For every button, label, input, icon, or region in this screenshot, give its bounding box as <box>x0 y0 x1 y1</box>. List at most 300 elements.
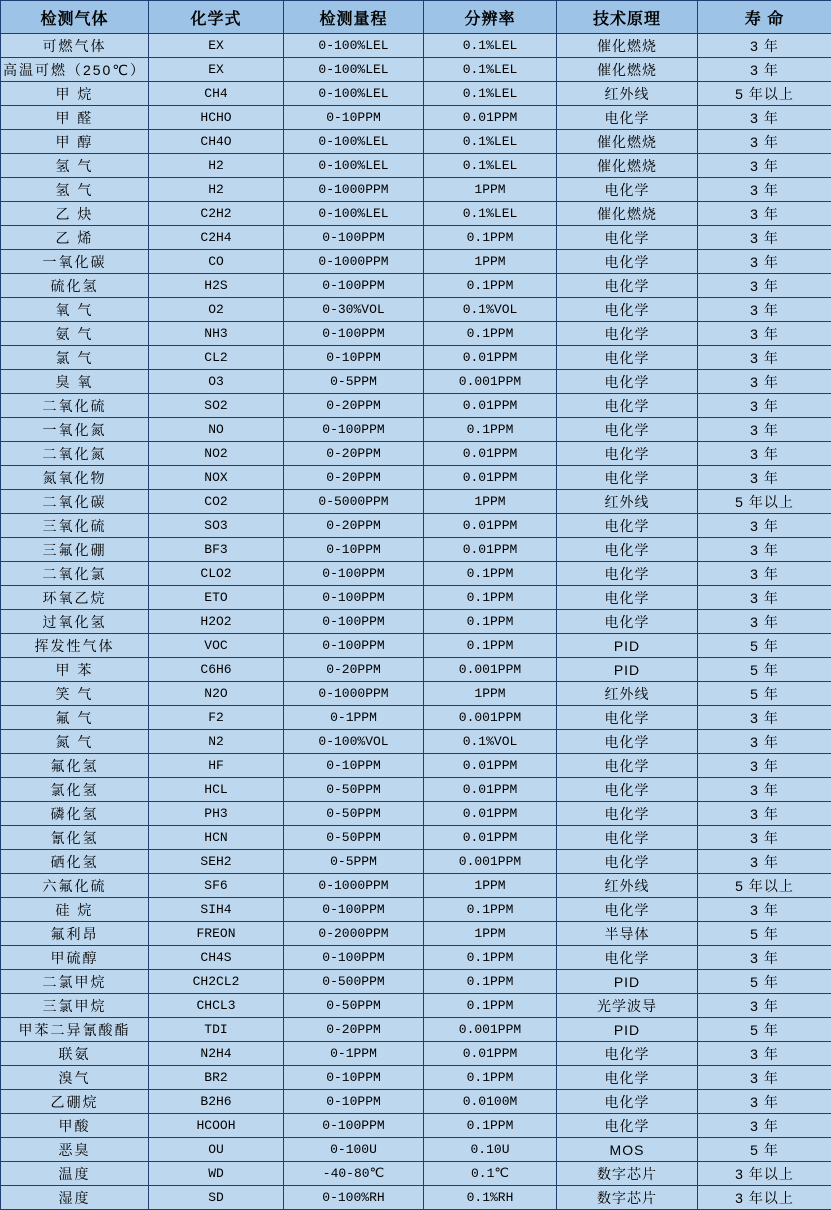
cell-formula: N2H4 <box>149 1042 284 1066</box>
table-row <box>1 418 831 442</box>
cell-principle: 电化学 <box>557 778 698 802</box>
cell-formula: SEH2 <box>149 850 284 874</box>
cell-formula: HF <box>149 754 284 778</box>
cell-range: 0-20PPM <box>284 394 424 418</box>
cell-range: 0-50PPM <box>284 778 424 802</box>
cell-resolution: 0.01PPM <box>424 514 557 538</box>
cell-principle: PID <box>557 970 698 994</box>
cell-range: 0-100PPM <box>284 610 424 634</box>
cell-range: 0-100%LEL <box>284 202 424 226</box>
cell-gas: 一氧化碳 <box>1 250 149 274</box>
cell-gas: 挥发性气体 <box>1 634 149 658</box>
cell-formula: SF6 <box>149 874 284 898</box>
cell-principle: 电化学 <box>557 1090 698 1114</box>
cell-gas: 温度 <box>1 1162 149 1186</box>
cell-resolution: 0.1PPM <box>424 1114 557 1138</box>
cell-resolution: 0.01PPM <box>424 826 557 850</box>
cell-formula: NOX <box>149 466 284 490</box>
cell-life: 3 年 <box>698 466 831 490</box>
cell-range: 0-5PPM <box>284 850 424 874</box>
cell-formula: O3 <box>149 370 284 394</box>
cell-formula: C2H4 <box>149 226 284 250</box>
table-row <box>1 1186 831 1210</box>
cell-range: 0-1000PPM <box>284 874 424 898</box>
cell-resolution: 0.1PPM <box>424 946 557 970</box>
cell-resolution: 0.01PPM <box>424 394 557 418</box>
table-row <box>1 106 831 130</box>
cell-range: 0-100PPM <box>284 226 424 250</box>
cell-life: 3 年 <box>698 754 831 778</box>
cell-resolution: 1PPM <box>424 178 557 202</box>
cell-resolution: 0.1℃ <box>424 1162 557 1186</box>
cell-principle: 电化学 <box>557 850 698 874</box>
table-row <box>1 634 831 658</box>
table-row <box>1 730 831 754</box>
cell-gas: 甲苯二异氰酸酯 <box>1 1018 149 1042</box>
cell-formula: HCOOH <box>149 1114 284 1138</box>
table-row <box>1 1090 831 1114</box>
cell-range: 0-10PPM <box>284 106 424 130</box>
table-row <box>1 154 831 178</box>
table-row <box>1 34 831 58</box>
cell-gas: 甲 醛 <box>1 106 149 130</box>
cell-gas: 磷化氢 <box>1 802 149 826</box>
cell-resolution: 0.001PPM <box>424 1018 557 1042</box>
cell-resolution: 0.001PPM <box>424 658 557 682</box>
cell-principle: 电化学 <box>557 610 698 634</box>
cell-resolution: 0.01PPM <box>424 538 557 562</box>
cell-life: 5 年以上 <box>698 82 831 106</box>
cell-range: 0-100%LEL <box>284 130 424 154</box>
cell-life: 5 年 <box>698 682 831 706</box>
cell-formula: CH4S <box>149 946 284 970</box>
table-row <box>1 274 831 298</box>
cell-life: 3 年 <box>698 418 831 442</box>
cell-gas: 氢 气 <box>1 154 149 178</box>
table-row <box>1 370 831 394</box>
cell-life: 3 年 <box>698 946 831 970</box>
cell-resolution: 0.01PPM <box>424 442 557 466</box>
cell-resolution: 0.1PPM <box>424 1066 557 1090</box>
cell-life: 3 年 <box>698 226 831 250</box>
cell-gas: 乙 烯 <box>1 226 149 250</box>
cell-principle: 电化学 <box>557 730 698 754</box>
table-row <box>1 58 831 82</box>
cell-resolution: 0.1PPM <box>424 418 557 442</box>
cell-life: 3 年 <box>698 802 831 826</box>
cell-formula: N2 <box>149 730 284 754</box>
cell-life: 3 年 <box>698 34 831 58</box>
cell-gas: 过氧化氢 <box>1 610 149 634</box>
cell-gas: 氮 气 <box>1 730 149 754</box>
cell-life: 3 年 <box>698 274 831 298</box>
cell-life: 3 年 <box>698 106 831 130</box>
cell-formula: O2 <box>149 298 284 322</box>
cell-resolution: 0.1PPM <box>424 610 557 634</box>
cell-life: 3 年 <box>698 322 831 346</box>
cell-principle: 催化燃烧 <box>557 130 698 154</box>
cell-range: 0-5PPM <box>284 370 424 394</box>
cell-gas: 一氧化氮 <box>1 418 149 442</box>
cell-resolution: 0.1%LEL <box>424 82 557 106</box>
cell-formula: SO3 <box>149 514 284 538</box>
cell-resolution: 0.1%VOL <box>424 298 557 322</box>
cell-principle: PID <box>557 658 698 682</box>
cell-gas: 可燃气体 <box>1 34 149 58</box>
cell-range: 0-20PPM <box>284 658 424 682</box>
cell-gas: 乙 炔 <box>1 202 149 226</box>
cell-life: 3 年 <box>698 370 831 394</box>
cell-formula: CO2 <box>149 490 284 514</box>
cell-formula: SD <box>149 1186 284 1210</box>
cell-resolution: 0.1%LEL <box>424 202 557 226</box>
cell-principle: 电化学 <box>557 466 698 490</box>
table-row <box>1 490 831 514</box>
cell-range: 0-100PPM <box>284 322 424 346</box>
table-row <box>1 682 831 706</box>
cell-principle: PID <box>557 634 698 658</box>
cell-resolution: 0.001PPM <box>424 706 557 730</box>
cell-gas: 氰化氢 <box>1 826 149 850</box>
cell-principle: 催化燃烧 <box>557 202 698 226</box>
cell-range: 0-100PPM <box>284 634 424 658</box>
cell-principle: 数字芯片 <box>557 1162 698 1186</box>
cell-principle: 电化学 <box>557 178 698 202</box>
cell-gas: 二氧化氯 <box>1 562 149 586</box>
cell-formula: C6H6 <box>149 658 284 682</box>
cell-gas: 高温可燃（250℃） <box>1 58 149 82</box>
cell-range: 0-100PPM <box>284 418 424 442</box>
cell-principle: 电化学 <box>557 394 698 418</box>
cell-gas: 氮氧化物 <box>1 466 149 490</box>
cell-formula: CH4O <box>149 130 284 154</box>
cell-resolution: 0.001PPM <box>424 850 557 874</box>
cell-resolution: 0.01PPM <box>424 778 557 802</box>
table-row <box>1 1114 831 1138</box>
cell-resolution: 0.1PPM <box>424 898 557 922</box>
cell-principle: 半导体 <box>557 922 698 946</box>
cell-principle: 电化学 <box>557 442 698 466</box>
cell-resolution: 1PPM <box>424 250 557 274</box>
cell-resolution: 0.001PPM <box>424 370 557 394</box>
table-row <box>1 970 831 994</box>
cell-life: 3 年以上 <box>698 1186 831 1210</box>
cell-gas: 氟化氢 <box>1 754 149 778</box>
cell-principle: 电化学 <box>557 514 698 538</box>
cell-formula: CH4 <box>149 82 284 106</box>
cell-principle: PID <box>557 1018 698 1042</box>
cell-gas: 甲 烷 <box>1 82 149 106</box>
cell-principle: 数字芯片 <box>557 1186 698 1210</box>
cell-formula: VOC <box>149 634 284 658</box>
cell-formula: ETO <box>149 586 284 610</box>
cell-resolution: 0.1%LEL <box>424 154 557 178</box>
cell-gas: 湿度 <box>1 1186 149 1210</box>
table-row <box>1 610 831 634</box>
table-row <box>1 826 831 850</box>
table-row <box>1 658 831 682</box>
table-row <box>1 346 831 370</box>
cell-principle: 电化学 <box>557 1114 698 1138</box>
cell-gas: 联氨 <box>1 1042 149 1066</box>
table-row <box>1 82 831 106</box>
cell-resolution: 0.1%VOL <box>424 730 557 754</box>
cell-gas: 臭 氧 <box>1 370 149 394</box>
cell-range: 0-100%LEL <box>284 154 424 178</box>
cell-resolution: 0.1%LEL <box>424 58 557 82</box>
cell-range: 0-500PPM <box>284 970 424 994</box>
cell-life: 3 年 <box>698 130 831 154</box>
cell-formula: NH3 <box>149 322 284 346</box>
cell-resolution: 0.10U <box>424 1138 557 1162</box>
cell-gas: 甲硫醇 <box>1 946 149 970</box>
cell-formula: BF3 <box>149 538 284 562</box>
cell-gas: 乙硼烷 <box>1 1090 149 1114</box>
cell-life: 3 年 <box>698 394 831 418</box>
table-row <box>1 1138 831 1162</box>
cell-principle: 电化学 <box>557 370 698 394</box>
cell-resolution: 0.01PPM <box>424 466 557 490</box>
cell-range: 0-1PPM <box>284 1042 424 1066</box>
cell-life: 3 年 <box>698 850 831 874</box>
cell-principle: 电化学 <box>557 706 698 730</box>
table-row <box>1 754 831 778</box>
cell-life: 3 年 <box>698 1066 831 1090</box>
cell-range: 0-100PPM <box>284 946 424 970</box>
cell-gas: 氯化氢 <box>1 778 149 802</box>
cell-resolution: 0.1PPM <box>424 634 557 658</box>
cell-range: 0-100PPM <box>284 1114 424 1138</box>
cell-principle: 电化学 <box>557 1042 698 1066</box>
cell-formula: WD <box>149 1162 284 1186</box>
cell-life: 3 年 <box>698 826 831 850</box>
cell-gas: 氯 气 <box>1 346 149 370</box>
cell-life: 3 年 <box>698 898 831 922</box>
cell-gas: 笑 气 <box>1 682 149 706</box>
cell-gas: 溴气 <box>1 1066 149 1090</box>
cell-range: 0-10PPM <box>284 346 424 370</box>
cell-formula: NO2 <box>149 442 284 466</box>
cell-life: 3 年 <box>698 154 831 178</box>
cell-resolution: 0.1PPM <box>424 274 557 298</box>
cell-formula: N2O <box>149 682 284 706</box>
cell-life: 3 年 <box>698 178 831 202</box>
cell-range: 0-100PPM <box>284 586 424 610</box>
table-row <box>1 466 831 490</box>
cell-range: 0-10PPM <box>284 1066 424 1090</box>
cell-resolution: 0.1PPM <box>424 322 557 346</box>
cell-formula: HCN <box>149 826 284 850</box>
cell-principle: 电化学 <box>557 274 698 298</box>
cell-life: 3 年 <box>698 250 831 274</box>
cell-principle: 电化学 <box>557 1066 698 1090</box>
table-header-row <box>1 1 831 34</box>
cell-life: 3 年 <box>698 1114 831 1138</box>
cell-resolution: 0.01PPM <box>424 754 557 778</box>
cell-resolution: 0.01PPM <box>424 346 557 370</box>
cell-principle: 电化学 <box>557 322 698 346</box>
table-row <box>1 250 831 274</box>
cell-principle: 催化燃烧 <box>557 58 698 82</box>
cell-formula: FREON <box>149 922 284 946</box>
cell-formula: F2 <box>149 706 284 730</box>
cell-gas: 二氧化氮 <box>1 442 149 466</box>
cell-principle: 电化学 <box>557 826 698 850</box>
cell-formula: OU <box>149 1138 284 1162</box>
cell-formula: SO2 <box>149 394 284 418</box>
table-row <box>1 394 831 418</box>
table-row <box>1 226 831 250</box>
table-row <box>1 1066 831 1090</box>
cell-gas: 甲 苯 <box>1 658 149 682</box>
cell-formula: H2 <box>149 154 284 178</box>
cell-range: 0-20PPM <box>284 466 424 490</box>
cell-life: 3 年 <box>698 1090 831 1114</box>
table-row <box>1 586 831 610</box>
cell-formula: CLO2 <box>149 562 284 586</box>
cell-principle: 红外线 <box>557 874 698 898</box>
cell-resolution: 0.1PPM <box>424 226 557 250</box>
cell-range: 0-10PPM <box>284 754 424 778</box>
table-row <box>1 850 831 874</box>
cell-formula: EX <box>149 58 284 82</box>
cell-formula: C2H2 <box>149 202 284 226</box>
cell-resolution: 0.1PPM <box>424 994 557 1018</box>
table-row <box>1 706 831 730</box>
cell-range: 0-100PPM <box>284 562 424 586</box>
cell-formula: CH2CL2 <box>149 970 284 994</box>
cell-principle: 电化学 <box>557 802 698 826</box>
table-row <box>1 322 831 346</box>
cell-formula: CO <box>149 250 284 274</box>
cell-resolution: 0.01PPM <box>424 1042 557 1066</box>
cell-formula: EX <box>149 34 284 58</box>
cell-resolution: 1PPM <box>424 874 557 898</box>
table-row <box>1 898 831 922</box>
cell-range: 0-100%LEL <box>284 34 424 58</box>
cell-principle: MOS <box>557 1138 698 1162</box>
cell-formula: H2 <box>149 178 284 202</box>
column-header-resolution: 分辨率 <box>424 1 557 34</box>
cell-range: 0-50PPM <box>284 994 424 1018</box>
cell-resolution: 0.1%LEL <box>424 34 557 58</box>
table-row <box>1 1018 831 1042</box>
cell-gas: 二氧化硫 <box>1 394 149 418</box>
column-header-formula: 化学式 <box>149 1 284 34</box>
cell-resolution: 0.1PPM <box>424 970 557 994</box>
cell-range: 0-1000PPM <box>284 682 424 706</box>
cell-range: 0-100PPM <box>284 898 424 922</box>
cell-range: 0-100%RH <box>284 1186 424 1210</box>
cell-gas: 二氯甲烷 <box>1 970 149 994</box>
cell-principle: 电化学 <box>557 418 698 442</box>
table-row <box>1 1162 831 1186</box>
table-row <box>1 802 831 826</box>
cell-gas: 二氧化碳 <box>1 490 149 514</box>
cell-range: 0-5000PPM <box>284 490 424 514</box>
cell-life: 3 年 <box>698 442 831 466</box>
cell-formula: H2O2 <box>149 610 284 634</box>
cell-life: 5 年 <box>698 634 831 658</box>
table-row <box>1 442 831 466</box>
column-header-gas: 检测气体 <box>1 1 149 34</box>
cell-life: 3 年 <box>698 346 831 370</box>
table-row <box>1 538 831 562</box>
cell-principle: 电化学 <box>557 250 698 274</box>
cell-life: 5 年 <box>698 922 831 946</box>
cell-formula: CL2 <box>149 346 284 370</box>
cell-gas: 硒化氢 <box>1 850 149 874</box>
cell-life: 5 年 <box>698 1018 831 1042</box>
cell-range: 0-2000PPM <box>284 922 424 946</box>
cell-resolution: 0.01PPM <box>424 802 557 826</box>
cell-resolution: 0.1PPM <box>424 586 557 610</box>
cell-principle: 电化学 <box>557 898 698 922</box>
table-row <box>1 562 831 586</box>
cell-formula: CHCL3 <box>149 994 284 1018</box>
cell-gas: 环氧乙烷 <box>1 586 149 610</box>
cell-principle: 电化学 <box>557 562 698 586</box>
cell-life: 3 年 <box>698 706 831 730</box>
cell-gas: 硫化氢 <box>1 274 149 298</box>
cell-gas: 三氯甲烷 <box>1 994 149 1018</box>
cell-resolution: 1PPM <box>424 490 557 514</box>
table-row <box>1 946 831 970</box>
cell-life: 3 年 <box>698 202 831 226</box>
cell-formula: BR2 <box>149 1066 284 1090</box>
table-row <box>1 298 831 322</box>
cell-range: 0-100U <box>284 1138 424 1162</box>
cell-life: 3 年 <box>698 994 831 1018</box>
cell-principle: 电化学 <box>557 106 698 130</box>
cell-gas: 硅 烷 <box>1 898 149 922</box>
cell-principle: 红外线 <box>557 490 698 514</box>
cell-life: 3 年 <box>698 562 831 586</box>
cell-range: 0-1000PPM <box>284 178 424 202</box>
cell-range: 0-10PPM <box>284 538 424 562</box>
cell-range: 0-10PPM <box>284 1090 424 1114</box>
cell-gas: 甲 醇 <box>1 130 149 154</box>
cell-gas: 甲酸 <box>1 1114 149 1138</box>
cell-gas: 氟利昂 <box>1 922 149 946</box>
cell-principle: 电化学 <box>557 538 698 562</box>
table-row <box>1 778 831 802</box>
column-header-life: 寿 命 <box>698 1 831 34</box>
cell-life: 5 年 <box>698 658 831 682</box>
column-header-range: 检测量程 <box>284 1 424 34</box>
cell-gas: 三氟化硼 <box>1 538 149 562</box>
cell-range: 0-30%VOL <box>284 298 424 322</box>
cell-resolution: 1PPM <box>424 922 557 946</box>
cell-life: 3 年 <box>698 610 831 634</box>
cell-life: 5 年以上 <box>698 874 831 898</box>
cell-principle: 催化燃烧 <box>557 34 698 58</box>
cell-formula: B2H6 <box>149 1090 284 1114</box>
cell-gas: 氧 气 <box>1 298 149 322</box>
table-row <box>1 994 831 1018</box>
cell-range: 0-20PPM <box>284 514 424 538</box>
cell-principle: 电化学 <box>557 946 698 970</box>
cell-range: 0-20PPM <box>284 1018 424 1042</box>
cell-resolution: 0.01PPM <box>424 106 557 130</box>
cell-principle: 电化学 <box>557 226 698 250</box>
cell-principle: 电化学 <box>557 346 698 370</box>
table-row <box>1 130 831 154</box>
table-row <box>1 514 831 538</box>
cell-life: 3 年 <box>698 298 831 322</box>
cell-range: 0-50PPM <box>284 802 424 826</box>
cell-principle: 电化学 <box>557 586 698 610</box>
